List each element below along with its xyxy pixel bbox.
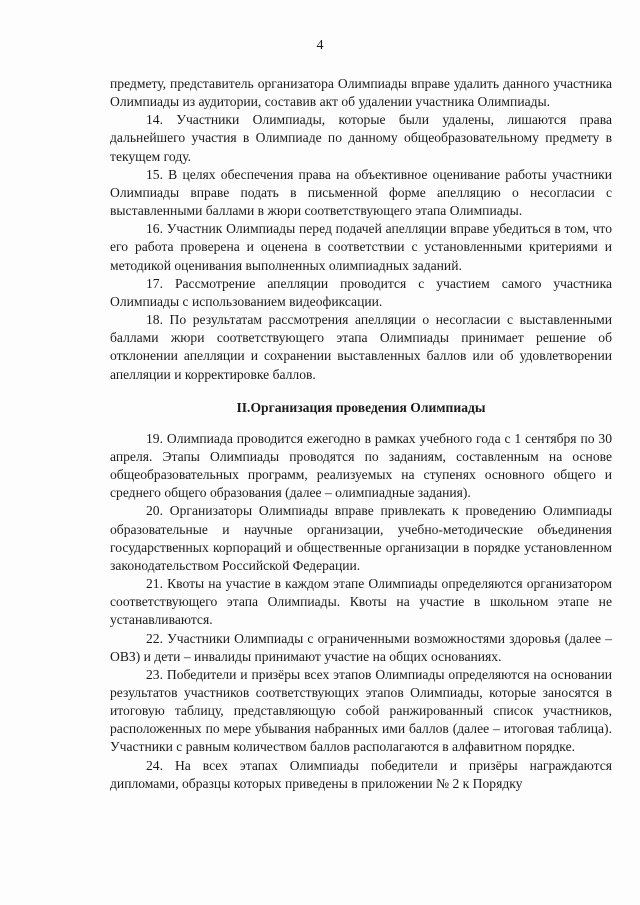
page-number: 4 [316, 38, 324, 53]
paragraph-continuation: предмету, представитель организатора Олимпиады вправе удалить данного участника Олимпиады из аудитории, составив акт об удалении участника Олимпиады. [110, 76, 612, 110]
paragraph-18: 18. По результатам рассмотрения апелляции о несогласии с выставленными баллами жюри соответствующего этапа Олимпиады принимает решение об отклонении апелляции и сохранении выставленных баллов или об удовлетворении апелляции и корректировке баллов. [110, 312, 612, 382]
paragraph-14: 14. Участники Олимпиады, которые были удалены, лишаются права дальнейшего участия в Олимпиаде по данному общеобразовательному предмету в текущем году. [110, 112, 612, 164]
section-heading: II.Организация проведения Олимпиады [236, 399, 486, 415]
document-body [110, 75, 612, 793]
paragraph-22: 22. Участники Олимпиады с ограниченными возможностями здоровья (далее – ОВЗ) и дети – инвалиды принимают участие на общих основаниях. [110, 630, 612, 664]
paragraph-15: 15. В целях обеспечения права на объективное оценивание работы участники Олимпиады вправе подать в письменной форме апелляцию о несогласии с выставленными баллами в жюри соответствующего этапа Олимпиады. [110, 166, 612, 219]
paragraph-23: 23. Победители и призёры всех этапов Олимпиады определяются на основании результатов участников соответствующих этапов Олимпиады, которые заносятся в итоговую таблицу, представляющую собой ранжированный список участников, расположенных по мере убывания набранных ими баллов (далее – итоговая таблица). Участники с равным количеством баллов располагаются в алфавитном порядке. [110, 666, 612, 755]
paragraph-20: 20. Организаторы Олимпиады вправе привлекать к проведению Олимпиады образовательные и научные организации, учебно-методические объединения государственных корпораций и общественные организации в порядке установленном законодательством Российской Федерации. [110, 503, 612, 573]
paragraph-24: 24. На всех этапах Олимпиады победители и призёры награждаются дипломами, образцы которых приведены в приложении № 2 к Порядку [110, 757, 612, 791]
paragraph-21: 21. Квоты на участие в каждом этапе Олимпиады определяются организатором соответствующего этапа Олимпиады. Квоты на участие в школьном этапе не устанавливаются. [110, 576, 612, 628]
paragraph-17: 17. Рассмотрение апелляции проводится с участием самого участника Олимпиады с использованием видеофиксации. [110, 275, 612, 309]
paragraph-16: 16. Участник Олимпиады перед подачей апелляции вправе убедиться в том, что его работа проверена и оценена в соответствии с установленными критериями и методикой оценивания выполненных олимпиадных заданий. [110, 221, 612, 273]
paragraph-19: 19. Олимпиада проводится ежегодно в рамках учебного года с 1 сентября по 30 апреля. Этапы Олимпиады проводятся по заданиям, составленным на основе общеобразовательных программ, реализуемых на ступенях основного общего и среднего общего образования (далее – олимпиадные задания). [110, 430, 612, 501]
